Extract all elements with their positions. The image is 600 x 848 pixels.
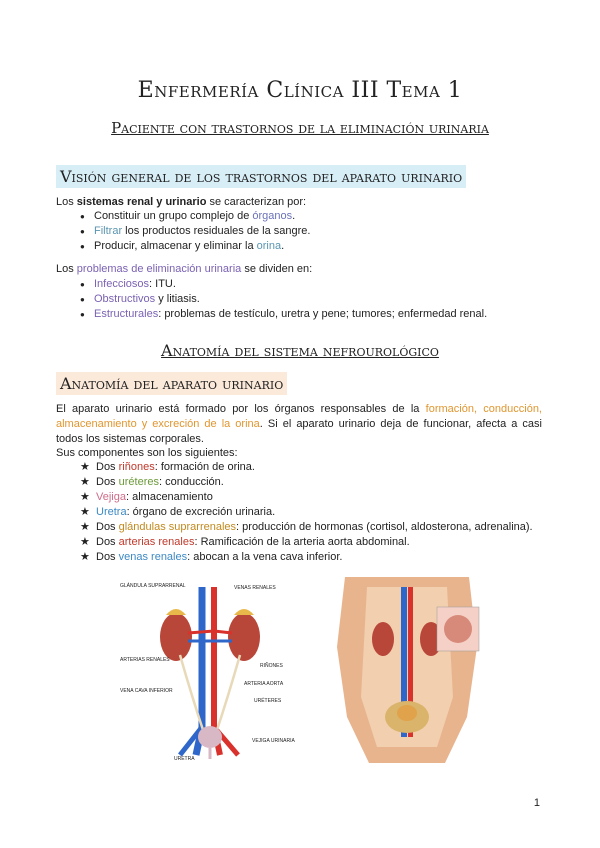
list-item: ★ Vejiga: almacenamiento [80, 490, 533, 505]
problems-list [80, 277, 487, 322]
label-vejiga: VEJIGA URINARIA [252, 738, 295, 744]
list-item: ● Constituir un grupo complejo de órganos. [80, 209, 310, 224]
list-item: ● Obstructivos y litiasis. [80, 292, 487, 307]
section-heading-anatomy: Anatomía del sistema nefrourológico [161, 341, 439, 360]
label-suprarrenal: GLÁNDULA SUPRARRENAL [120, 583, 186, 589]
list-item: ★ Uretra: órgano de excreción urinaria. [80, 505, 533, 520]
problems-intro: Los problemas de eliminación urinaria se dividen en: [56, 263, 313, 275]
list-item: ★ Dos arterias renales: Ramificación de la arteria aorta abdominal. [80, 535, 533, 550]
label-aorta: ARTERIA AORTA [244, 681, 284, 687]
components-intro: Sus componentes son los siguientes: [56, 447, 238, 459]
label-rinones: RIÑONES [260, 663, 283, 669]
list-item: ★ Dos uréteres: conducción. [80, 475, 533, 490]
urinary-system-diagram [118, 577, 302, 763]
list-item: ● Estructurales: problemas de testículo, uretra y pene; tumores; enfermedad renal. [80, 307, 487, 322]
characteristics-list [80, 209, 310, 254]
torso-anatomy-illustration [327, 577, 487, 763]
list-item: ★ Dos glándulas suprarrenales: producción de hormonas (cortisol, aldosterona, adrenalina). [80, 520, 533, 535]
subsection-heading-urinary: Anatomía del aparato urinario [56, 372, 287, 395]
document-title: Enfermería Clínica III Tema 1 [137, 78, 463, 103]
document-subtitle: Paciente con trastornos de la eliminación urinaria [111, 119, 489, 137]
list-item: ★ Dos riñones: formación de orina. [80, 460, 533, 475]
label-uretra: URETRA [174, 756, 195, 762]
label-arterias: ARTERIAS RENALES [120, 657, 170, 663]
list-item: ● Infecciosos: ITU. [80, 277, 487, 292]
label-cava: VENA CAVA INFERIOR [120, 688, 173, 694]
list-item: ● Producir, almacenar y eliminar la orina. [80, 239, 310, 254]
anatomy-paragraph: El aparato urinario está formado por los órganos responsables de la formación, conducción, almacenamiento y excreción de la orina. Si el aparato urinario deja de funcionar, afecta a casi todos los sistemas corporales. [56, 403, 542, 445]
components-list [80, 460, 533, 565]
section-heading-overview: Visión general de los trastornos del aparato urinario [56, 165, 466, 188]
label-venas: VENAS RENALES [234, 585, 276, 591]
page-number: 1 [533, 797, 540, 809]
list-item: ★ Dos venas renales: abocan a la vena cava inferior. [80, 550, 533, 565]
list-item: ● Filtrar los productos residuales de la sangre. [80, 224, 310, 239]
intro-paragraph: Los sistemas renal y urinario se caracterizan por: [56, 196, 307, 208]
label-ureteres: URÉTERES [254, 698, 282, 704]
